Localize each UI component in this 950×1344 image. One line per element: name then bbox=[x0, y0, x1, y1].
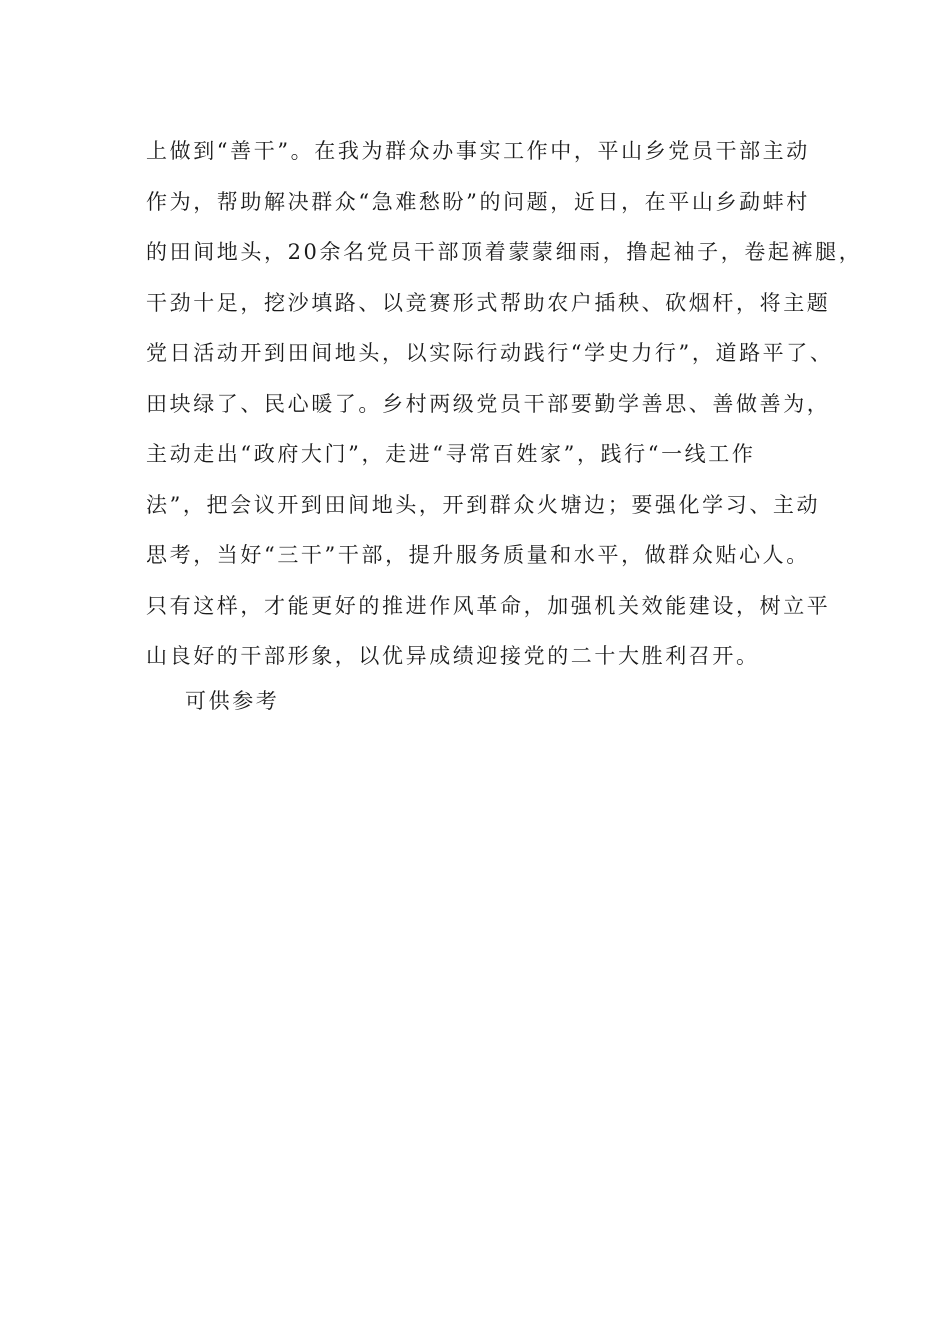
paragraph-line: 只有这样，才能更好的推进作风革命，加强机关效能建设，树立平 bbox=[146, 593, 831, 618]
paragraph-line: 上做到“善干”。在我为群众办事实工作中，平山乡党员干部主动 bbox=[146, 139, 810, 163]
paragraph-line: 田块绿了、民心暖了。乡村两级党员干部要勤学善思、善做善为， bbox=[146, 391, 831, 416]
paragraph-line: 干劲十足，挖沙填路、以竞赛形式帮助农户插秧、砍烟杆，将主题 bbox=[146, 290, 831, 315]
paragraph-line: 主动走出“政府大门”，走进“寻常百姓家”，践行“一线工作 bbox=[146, 442, 756, 466]
paragraph-line: 党日活动开到田间地头，以实际行动践行“学史力行”，道路平了、 bbox=[146, 341, 834, 365]
body-paragraph bbox=[146, 130, 863, 686]
closing-note: 可供参考 bbox=[185, 689, 280, 713]
paragraph-line: 法”，把会议开到田间地头，开到群众火塘边；要强化学习、主动 bbox=[146, 492, 821, 517]
paragraph-line: 的田间地头，20余名党员干部顶着蒙蒙细雨，撸起袖子，卷起裤腿， bbox=[146, 240, 863, 264]
paragraph-line: 作为，帮助解决群众“急难愁盼”的问题，近日，在平山乡勐蚌村 bbox=[146, 189, 810, 214]
paragraph-line: 山良好的干部形象，以优异成绩迎接党的二十大胜利召开。 bbox=[146, 644, 760, 668]
paragraph-line: 思考，当好“三干”干部，提升服务质量和水平，做群众贴心人。 bbox=[146, 543, 810, 567]
